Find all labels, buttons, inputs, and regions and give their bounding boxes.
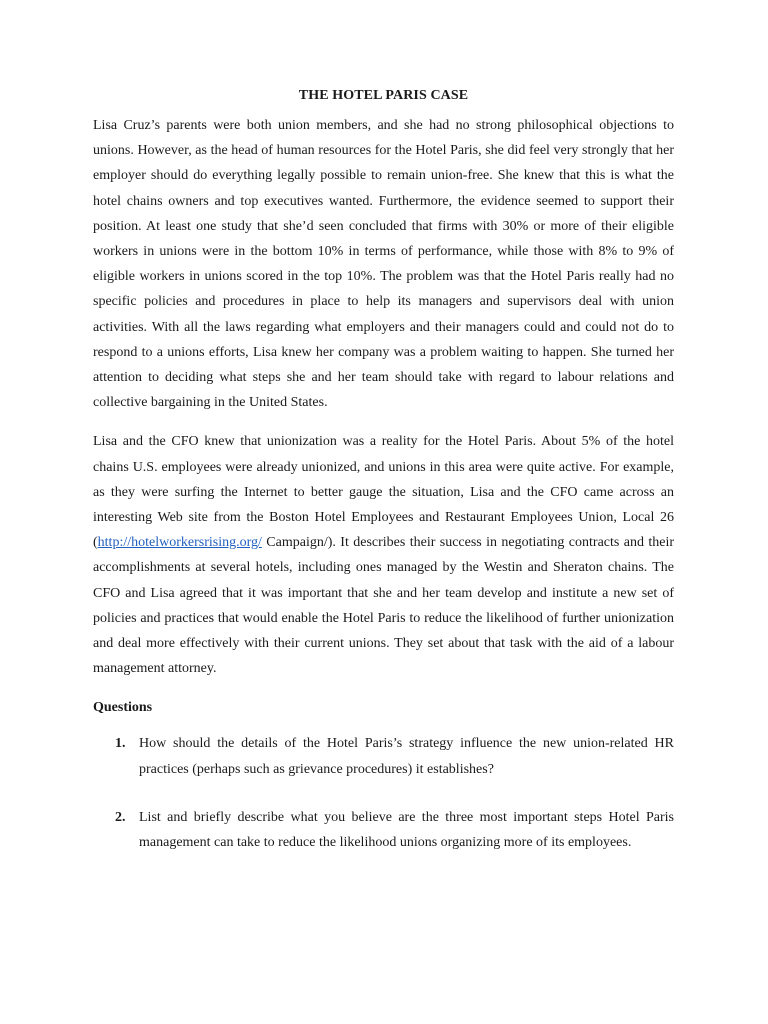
question-number-1: 1. — [115, 736, 126, 752]
paragraph-unionization-text-start: Lisa and the CFO knew that unionization was a reality for the Hotel Paris. About 5% of the hotel chains U.S. employees were already unionized, and unions in this area were quite active. For example, as they were surfing the Internet to better gauge the situation, Lisa and the CFO came across an interesting Web site from the Boston Hotel Employees and Restaurant Employees Union, Local 26 ( — [93, 434, 674, 551]
hotelworkersrising-link[interactable]: http://hotelworkersrising.org/ — [97, 535, 262, 551]
questions-heading: Questions — [93, 700, 153, 716]
question-number-2: 2. — [115, 809, 126, 825]
question-item-1 — [93, 731, 674, 781]
paragraph-unionization — [93, 429, 674, 681]
question-item-2 — [93, 805, 674, 855]
paragraph-intro — [93, 113, 674, 415]
document-title: THE HOTEL PARIS CASE — [298, 88, 469, 103]
questions-list — [93, 731, 674, 855]
paragraph-intro-text: Lisa Cruz’s parents were both union members, and she had no strong philosophical objections to unions. However, as the head of human resources for the Hotel Paris, she did feel very strongly that her employer should do everything legally possible to remain union-free. She knew that this is what the hotel chains owners and top executives wanted. Furthermore, the evidence seemed to support their position. At least one study that she’d seen concluded that firms with 30% or more of their eligible workers in unions were in the bottom 10% in terms of performance, while those with 8% to 9% of eligible workers in unions scored in the top 10%. The problem was that the Hotel Paris really had no specific policies and procedures in place to help its managers and supervisors deal with union activities. With all the laws regarding what employers and their managers could and could not do to respond to a unions efforts, Lisa knew her company was a problem waiting to happen. She turned her attention to deciding what steps she and her team should take with regard to labour relations and collective bargaining in the United States. — [93, 118, 674, 411]
paragraph-unionization-text-end: Campaign/). It describes their success in negotiating contracts and their accomplishments at several hotels, including ones managed by the Westin and Sheraton chains. The CFO and Lisa agreed that it was important that she and her team develop and institute a new set of policies and practices that would enable the Hotel Paris to reduce the likelihood of further unionization and deal more effectively with their current unions. They set about that task with the aid of a labour management attorney. — [93, 535, 674, 677]
question-text-1: How should the details of the Hotel Paris’s strategy influence the new union-related HR practices (perhaps such as grievance procedures) it establishes? — [139, 736, 674, 777]
question-text-2: List and briefly describe what you believe are the three most important steps Hotel Paris management can take to reduce the likelihood unions organizing more of its employees. — [139, 809, 674, 851]
